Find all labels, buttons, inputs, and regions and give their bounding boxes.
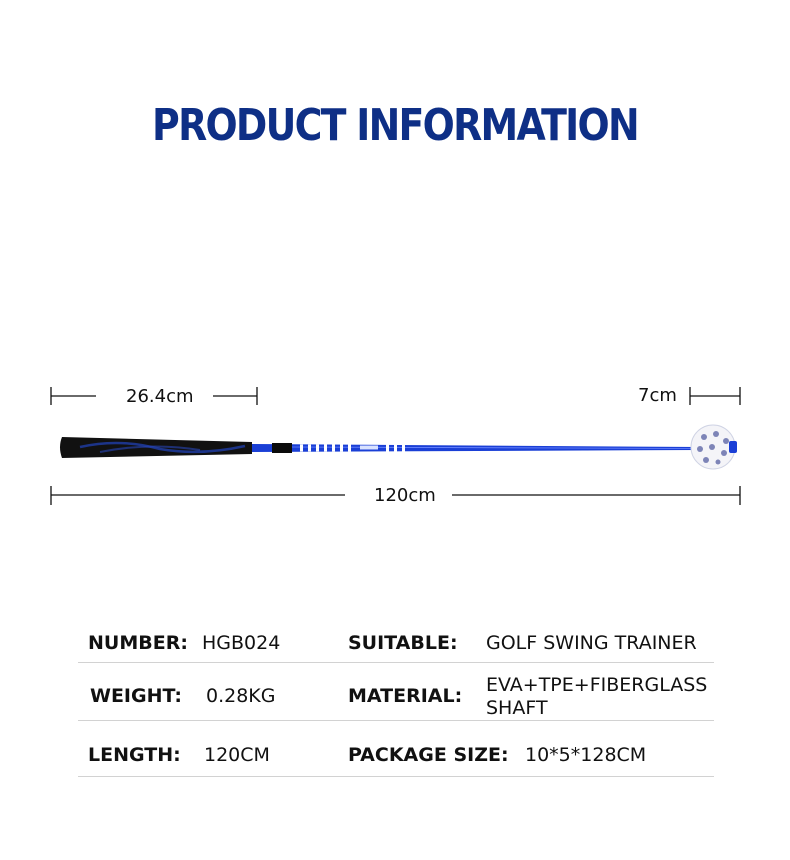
suitable-label: SUITABLE:: [348, 632, 458, 654]
page-title: PRODUCT INFORMATION: [152, 100, 638, 151]
material-value-line1: EVA+TPE+FIBERGLASS: [486, 674, 708, 696]
grip-length-label: 26.4cm: [120, 386, 200, 407]
ball-dimension-line: [690, 387, 740, 405]
spec-table: [78, 620, 714, 777]
material-label: MATERIAL:: [348, 685, 463, 707]
material-value-line2: SHAFT: [486, 697, 548, 719]
package-size-value: 10*5*128CM: [525, 744, 647, 766]
spec-row: [78, 721, 714, 777]
practice-ball: [691, 425, 737, 469]
weight-label: WEIGHT:: [90, 685, 183, 707]
total-length-label: 120cm: [368, 485, 442, 506]
number-label: NUMBER:: [88, 632, 188, 654]
ferrule: [272, 443, 292, 453]
length-value: 120CM: [204, 744, 270, 766]
number-value: HGB024: [202, 632, 281, 654]
spec-row: [78, 663, 714, 721]
length-label: LENGTH:: [88, 744, 181, 766]
suitable-value: GOLF SWING TRAINER: [486, 632, 697, 654]
spec-row: [78, 620, 714, 663]
package-size-label: PACKAGE SIZE:: [348, 744, 509, 766]
ball-diameter-label: 7cm: [632, 385, 683, 406]
swing-trainer-image: [60, 425, 737, 469]
weight-value: 0.28KG: [206, 685, 276, 707]
